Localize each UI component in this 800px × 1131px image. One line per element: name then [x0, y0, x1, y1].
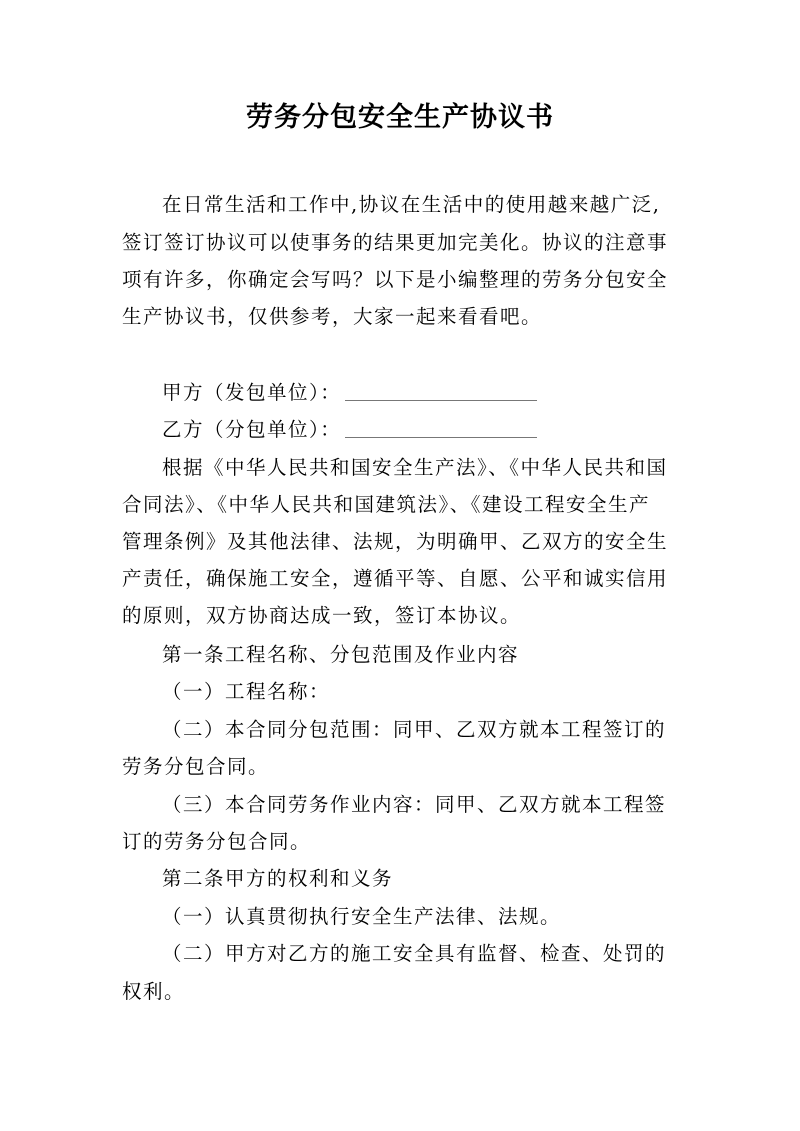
article1-item1: （一）工程名称：: [162, 680, 331, 703]
basis-line: 根据《中华人民共和国安全生产法》、《中华人民共和国: [162, 456, 668, 479]
party-a-blank: [345, 399, 537, 401]
document-title: 劳务分包安全生产协议书: [246, 102, 554, 133]
article1-heading: 第一条工程名称、分包范围及作业内容: [162, 643, 520, 666]
article1-item2: （二）本合同分包范围：同甲、乙双方就本工程签订的: [162, 718, 667, 741]
intro-line: 生产协议书，仅供参考，大家一起来看看吧。: [122, 305, 543, 328]
basis-line: 合同法》、《中华人民共和国建筑法》、《建设工程安全生产: [122, 493, 651, 516]
party-a-line: [162, 380, 682, 406]
party-b-line: [162, 417, 682, 443]
article2-heading: 第二条甲方的权利和义务: [162, 867, 394, 890]
basis-line: 管理条例》及其他法律、法规，为明确甲、乙双方的安全生: [122, 530, 669, 553]
article1-item3-cont: 订的劳务分包合同。: [122, 830, 312, 853]
party-a-label: 甲方（发包单位）：: [162, 381, 342, 404]
article2-item2: （二）甲方对乙方的施工安全具有监督、检查、处罚的: [162, 942, 667, 965]
party-b-label: 乙方（分包单位）：: [162, 418, 342, 441]
intro-line: 在日常生活和工作中,协议在生活中的使用越来越广泛,: [162, 193, 661, 216]
article1-item3: （三）本合同劳务作业内容：同甲、乙双方就本工程签: [162, 793, 667, 816]
basis-line: 产责任，确保施工安全，遵循平等、自愿、公平和诚实信用: [122, 567, 669, 590]
intro-line: 项有许多，你确定会写吗？以下是小编整理的劳务分包安全: [122, 268, 669, 291]
article1-item2-cont: 劳务分包合同。: [122, 755, 270, 778]
article2-item1: （一）认真贯彻执行安全生产法律、法规。: [162, 905, 562, 928]
party-b-blank: [345, 436, 537, 438]
basis-line: 的原则，双方协商达成一致，签订本协议。: [122, 604, 522, 627]
intro-line: 签订签订协议可以使事务的结果更加完美化。协议的注意事: [122, 231, 669, 254]
article2-item2-cont: 权利。: [122, 980, 186, 1003]
